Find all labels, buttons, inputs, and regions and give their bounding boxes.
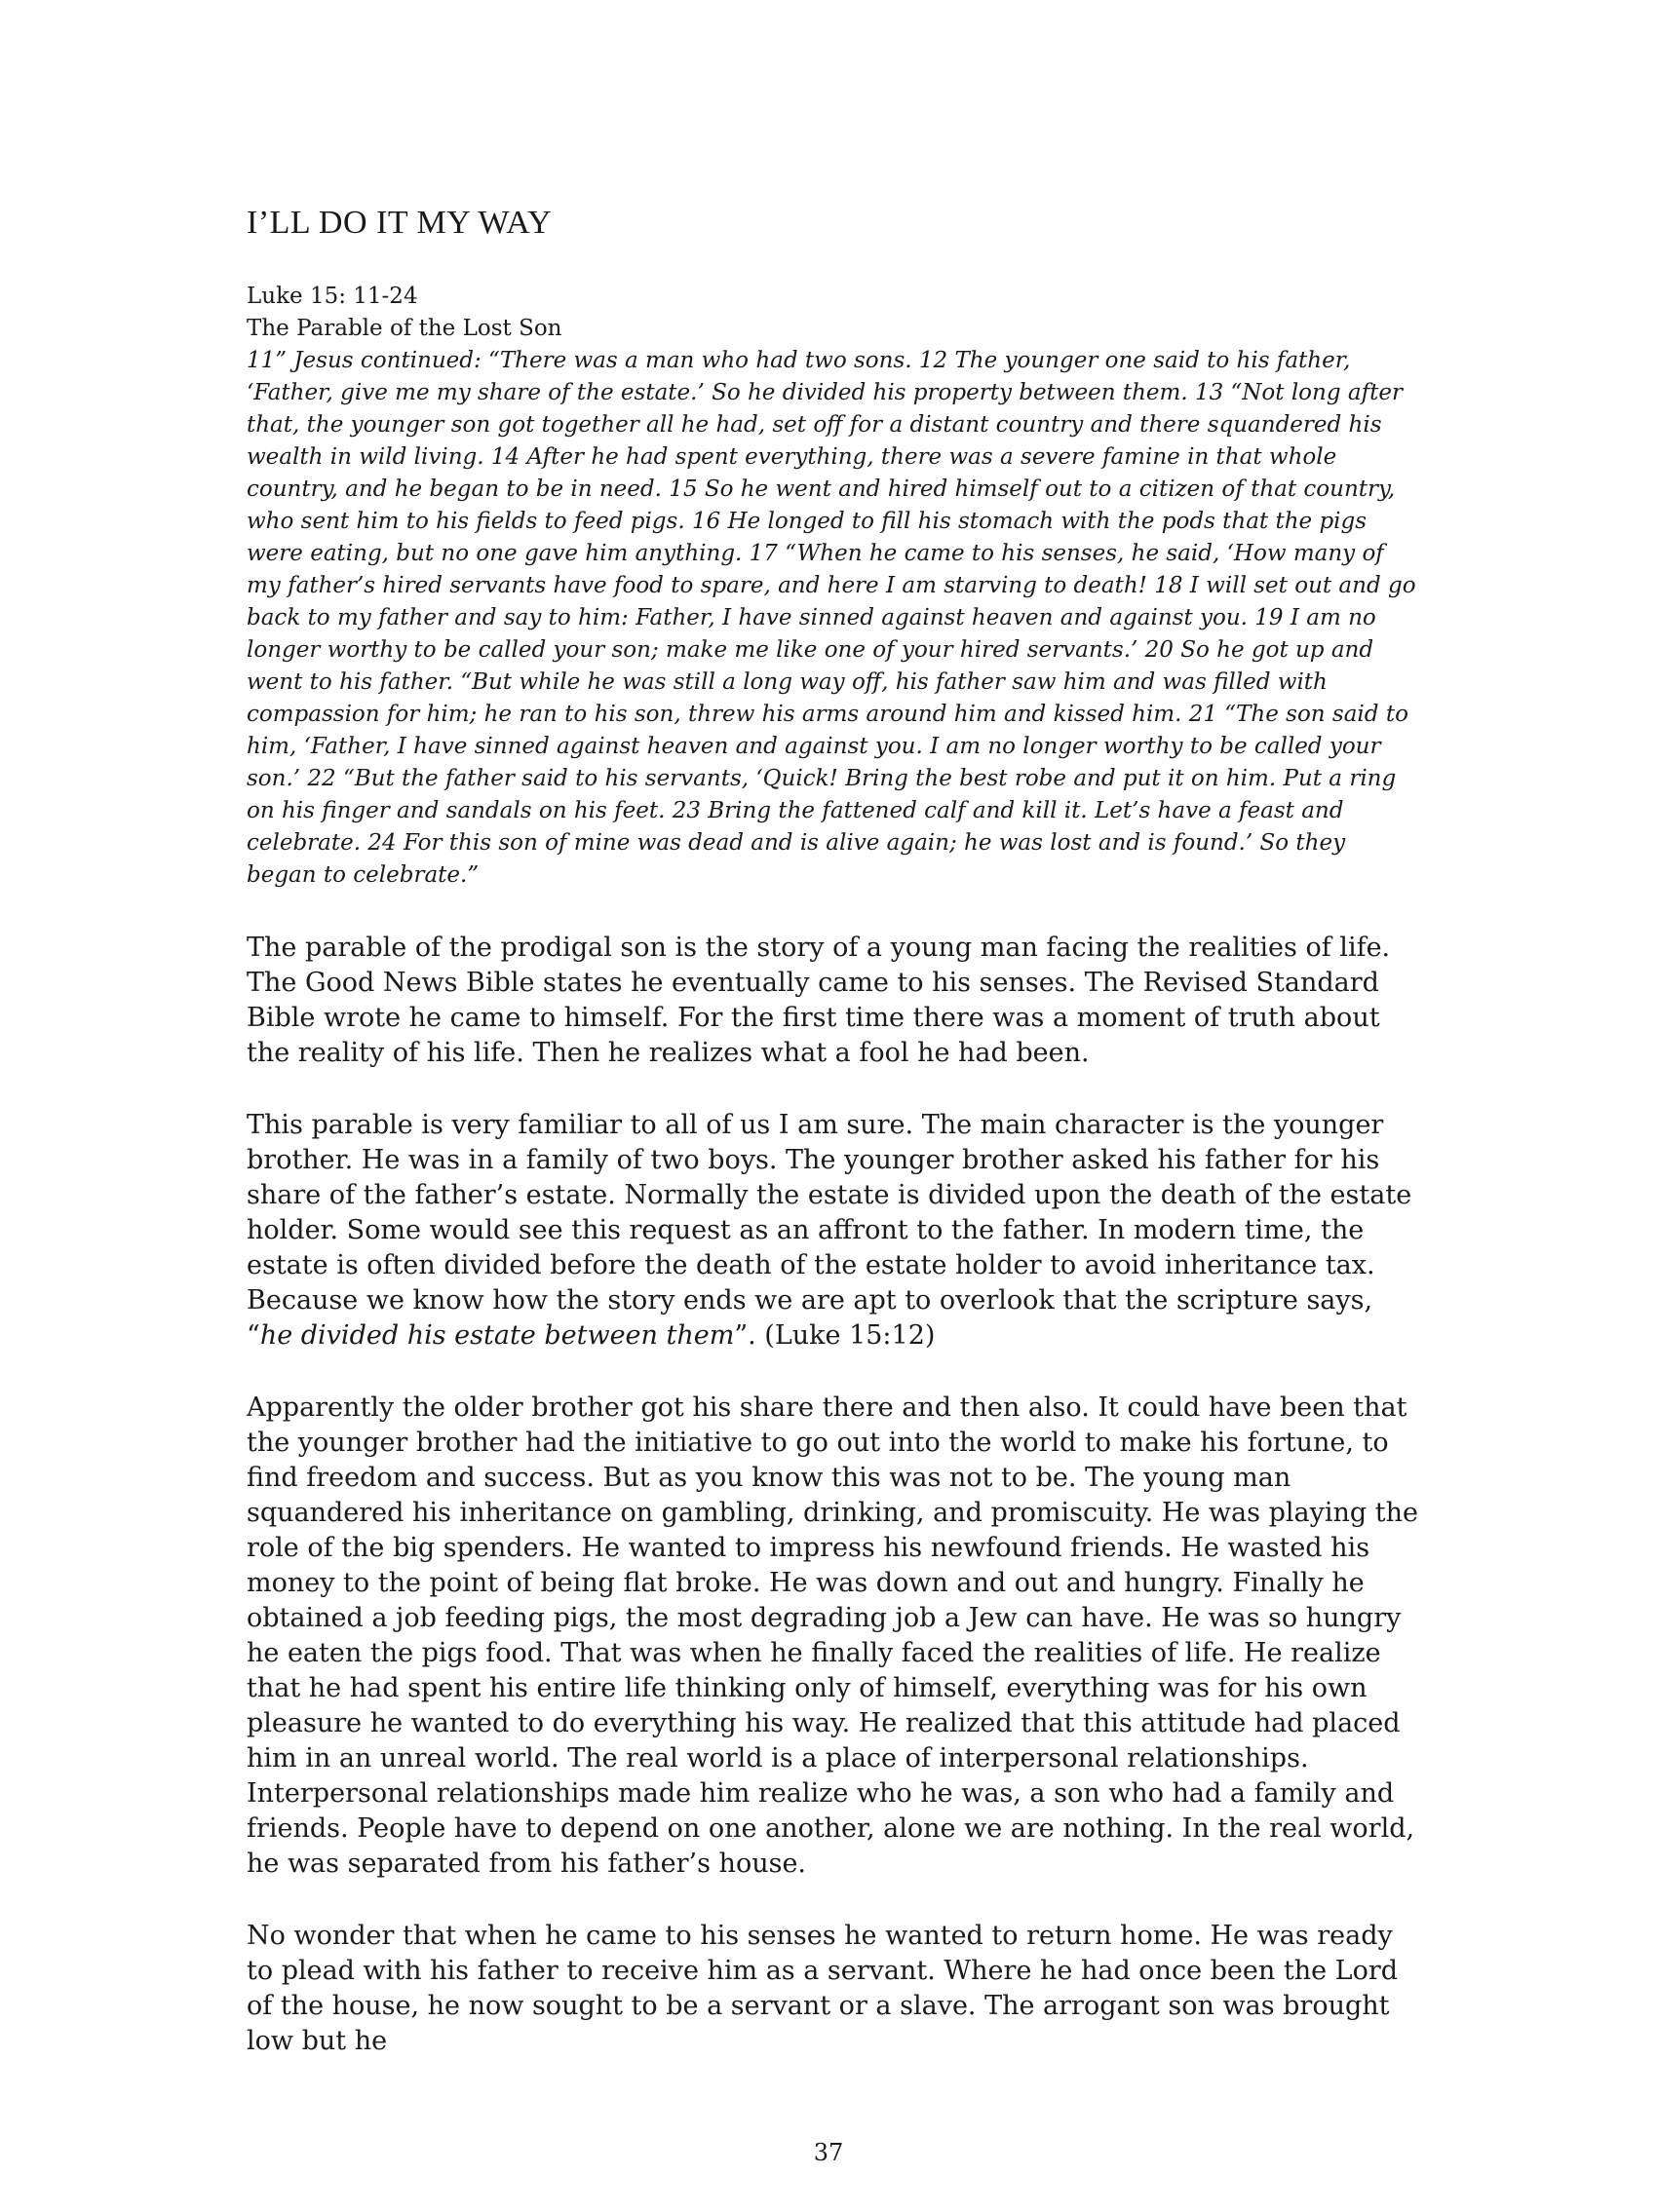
- paragraph-2-citation: ”. (Luke 15:12): [734, 1320, 936, 1351]
- paragraph-2: [247, 1108, 1421, 1354]
- page-content: [247, 205, 1421, 2096]
- paragraph-2-quote: he divided his estate between them: [259, 1320, 735, 1351]
- paragraph-4: No wonder that when he came to his senses he wanted to return home. He was ready to plead with his father to receive him as a servant. Where he had once been the Lord of the house, he now sought to be a servant or a slave. The arrogant son was brought low but he: [247, 1921, 1399, 2056]
- scripture-subtitle: The Parable of the Lost Son: [247, 316, 562, 341]
- page-number: 37: [813, 2139, 844, 2166]
- paragraph-3: Apparently the older brother got his share there and then also. It could have been that the younger brother had the initiative to go out into the world to make his fortune, to find freedom and success. But as you know this was not to be. The young man squandered his inheritance on gambling, drinking, and promiscuity. He was playing the role of the big spenders. He wanted to impress his newfound friends. He wasted his money to the point of being flat broke. He was down and out and hungry. Finally he obtained a job feeding pigs, the most degrading job a Jew can have. He was so hungry he eaten the pigs food. That was when he finally faced the realities of life. He realize that he had spent his entire life thinking only of himself, everything was for his own pleasure he wanted to do everything his way. He realized that this attitude had placed him in an unreal world. The real world is a place of interpersonal relationships. Interpersonal relationships made him realize who he was, a son who had a family and friends. People have to depend on one another, alone we are nothing. In the real world, he was separated from his father’s house.: [247, 1392, 1418, 1879]
- scripture-reference: Luke 15: 11-24: [247, 284, 418, 309]
- scripture-passage: 11” Jesus continued: “There was a man who had two sons. 12 The younger one said to his father, ‘Father, give me my share of the estate.’ So he divided his property between them. 13 “Not long after that, the younger son got together all he had, set off for a distant country and there squandered his wealth in wild living. 14 After he had spent everything, there was a severe famine in that whole country, and he began to be in need. 15 So he went and hired himself out to a citizen of that country, who sent him to his fields to feed pigs. 16 He longed to fill his stomach with the pods that the pigs were eating, but no one gave him anything. 17 “When he came to his senses, he said, ‘How many of my father’s hired servants have food to spare, and here I am starving to death! 18 I will set out and go back to my father and say to him: Father, I have sinned against heaven and against you. 19 I am no longer worthy to be called your son; make me like one of your hired servants.’ 20 So he got up and went to his father. “But while he was still a long way off, his father saw him and was filled with compassion for him; he ran to his son, threw his arms around him and kissed him. 21 “The son said to him, ‘Father, I have sinned against heaven and against you. I am no longer worthy to be called your son.’ 22 “But the father said to his servants, ‘Quick! Bring the best robe and put it on him. Put a ring on his finger and sandals on his feet. 23 Bring the fattened calf and kill it. Let’s have a feast and celebrate. 24 For this son of mine was dead and is alive again; he was lost and is found.’ So they began to celebrate.”: [247, 348, 1416, 888]
- paragraph-2-text: This parable is very familiar to all of us I am sure. The main character is the younger brother. He was in a family of two boys. The younger brother asked his father for his share of the father’s estate. Normally the estate is divided upon the death of the estate holder. Some would see this request as an affront to the father. In modern time, the estate is often divided before the death of the estate holder to avoid inheritance tax. Because we know how the story ends we are apt to overlook that the scripture says, “: [247, 1110, 1412, 1351]
- page-title: I’LL DO IT MY WAY: [247, 205, 553, 241]
- paragraph-1: The parable of the prodigal son is the story of a young man facing the realities of life. The Good News Bible states he eventually came to his senses. The Revised Standard Bible wrote he came to himself. For the first time there was a moment of truth about the reality of his life. Then he realizes what a fool he had been.: [247, 933, 1391, 1068]
